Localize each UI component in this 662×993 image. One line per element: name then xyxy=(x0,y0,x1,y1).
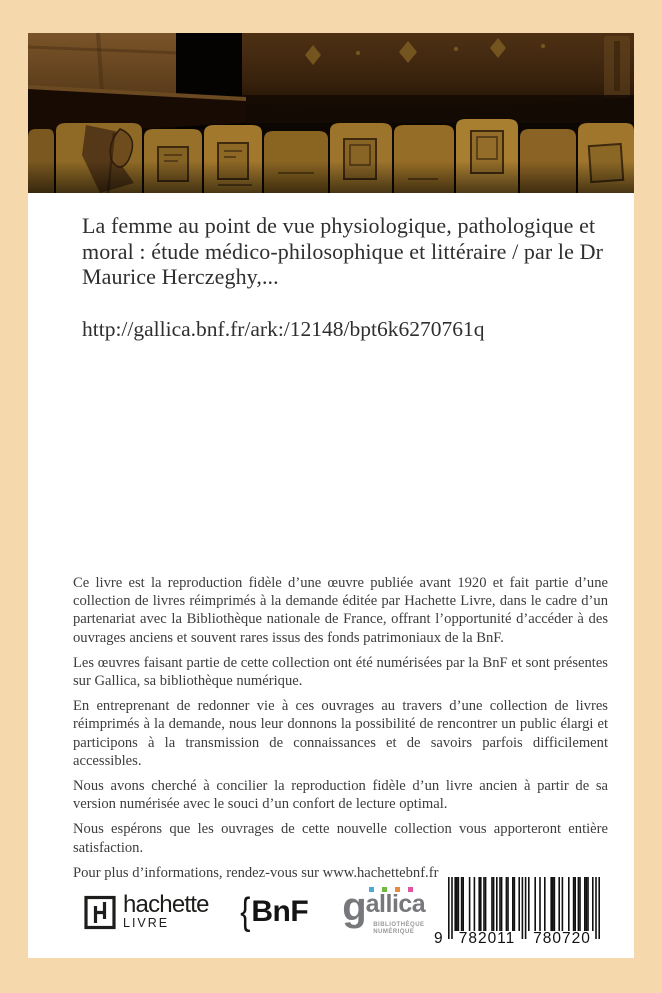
paragraph: Nous avons cherché à concilier la reproduction fidèle d’un livre ancien à partir de sa version numérisée avec le souci d’un confort de lecture optimal. xyxy=(73,778,608,813)
description-text xyxy=(73,574,608,882)
paragraph: En entreprenant de redonner vie à ces ouvrages au travers d’une collection de livres réimprimés à la demande, nous leur donnons la possibilité de rencontrer un public élargi et participons à la transmission de connaissances et de savoirs parfois difficilement accessibles. xyxy=(73,698,608,769)
isbn-barcode xyxy=(434,875,600,949)
cover-card xyxy=(28,33,634,958)
bnf-wordmark: BnF xyxy=(251,895,309,928)
gallica-subtitle-line2: NUMÉRIQUE xyxy=(373,929,415,935)
gallica-logo xyxy=(342,886,428,938)
barcode-digit-group2: 780720 xyxy=(533,930,591,947)
gallica-permalink: http://gallica.bnf.fr/ark:/12148/bpt6k6270761q xyxy=(82,317,485,341)
publisher-logos-row xyxy=(28,873,634,951)
gallica-g-glyph: g xyxy=(342,885,366,929)
gallica-subtitle-line1: BIBLIOTHÈQUE xyxy=(373,922,425,928)
book-title: La femme au point de vue physiologique, pathologique et moral : étude médico-philosophique et littéraire / par le Dr Maurice Herczeghy,... xyxy=(82,213,603,289)
barcode-digit-group1: 782011 xyxy=(458,930,516,947)
barcode-digits xyxy=(434,930,600,948)
barcode-digit-prefix: 9 xyxy=(434,930,443,947)
hachette-wordmark: hachette xyxy=(123,891,209,918)
hachette-square-h-icon xyxy=(84,894,116,930)
bnf-brace-glyph: { xyxy=(239,891,251,933)
paragraph: Les œuvres faisant partie de cette collection ont été numérisées par la BnF et sont présentes sur Gallica, sa bibliothèque numérique. xyxy=(73,654,608,690)
old-books-photo xyxy=(28,33,634,193)
paragraph: Ce livre est la reproduction fidèle d’une œuvre publiée avant 1920 et fait partie d’une collection de livres réimprimés à la demande éditée par Hachette Livre, dans le cadre d’un partenariat avec la Bibliothèque nationale de France, offrant l’opportunité d’accéder à des ouvrages anciens et souvent rares issus des fonds patrimoniaux de la BnF. xyxy=(73,575,608,646)
paragraph: Nous espérons que les ouvrages de cette nouvelle collection vous apporteront entière satisfaction. xyxy=(73,821,608,856)
gallica-wordmark: allica xyxy=(365,890,426,918)
hachette-livre-logo xyxy=(84,891,209,930)
paragraph: Pour plus d’informations, rendez-vous sur www.hachettebnf.fr xyxy=(73,864,439,881)
hachette-livre-label: LIVRE xyxy=(123,916,170,930)
bnf-logo xyxy=(239,891,309,933)
